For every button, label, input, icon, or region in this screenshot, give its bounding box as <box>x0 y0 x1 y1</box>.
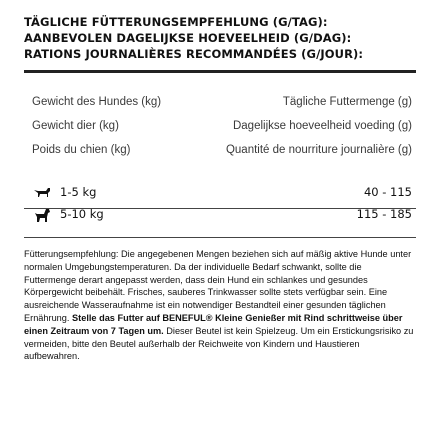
feeding-header <box>24 14 424 62</box>
column-label-amount: Tägliche Futtermenge (g) <box>282 96 412 108</box>
column-label-amount: Dagelijkse hoeveelheid voeding (g) <box>232 120 412 132</box>
notes-text: Fütterungsempfehlung: Die angegebenen Mengen beziehen sich auf mäßig aktive Hunde unter normalen Umgebungstemperaturen. Da der individuelle Bedarf schwankt, sollte die Futtermenge derart angepasst werden, dass dein Hund ein schlankes und gesundes Körpergewicht beibehält. Frisches, sauberes Trinkwasser sollte stets verfügbar sein. Eine ausreichende Wasseraufnahme ist ein notwendiger Bestandteil einer gesunden täglichen Ernährung. <box>24 249 412 323</box>
daily-amount: 40 - 115 <box>363 185 412 199</box>
notes-bold-text: Stelle das Futter auf BENEFUL® Kleine Genießer mit Rind schrittweise über einen Zeitraum von 7 Tagen um. <box>24 312 403 336</box>
feeding-notes <box>24 248 416 363</box>
column-label-weight: Gewicht dier (kg) <box>32 120 119 132</box>
header-line-fr: RATIONS JOURNALIÈRES RECOMMANDÉES (G/JOUR): <box>24 47 364 61</box>
table-row <box>24 185 412 203</box>
header-divider <box>24 70 416 73</box>
notes-text: Dieser Beutel ist kein Spielzeug. Um ein Erstickungsrisiko zu vermeiden, bitte den Beutel außerhalb der Reichweite von Kindern und Haustieren aufbewahren. <box>24 325 414 362</box>
header-line-nl: AANBEVOLEN DAGELIJKSE HOEVEELHEID (G/DAG): <box>24 31 352 45</box>
header-line-de: TÄGLICHE FÜTTERUNGSEMPFEHLUNG (G/TAG): <box>24 15 328 29</box>
column-label-weight: Poids du chien (kg) <box>32 144 131 156</box>
daily-amount: 115 - 185 <box>356 207 412 221</box>
table-bottom-divider <box>24 237 416 238</box>
weight-range: 5-10 kg <box>60 207 104 221</box>
table-row <box>24 207 412 225</box>
table-header-row <box>24 96 412 116</box>
table-header-row <box>24 120 412 140</box>
column-label-weight: Gewicht des Hundes (kg) <box>32 96 162 108</box>
medium-dog-icon <box>32 207 52 223</box>
column-label-amount: Quantité de nourriture journalière (g) <box>225 144 412 156</box>
small-dog-icon <box>32 185 52 201</box>
table-header-row <box>24 144 412 164</box>
weight-range: 1-5 kg <box>60 185 97 199</box>
